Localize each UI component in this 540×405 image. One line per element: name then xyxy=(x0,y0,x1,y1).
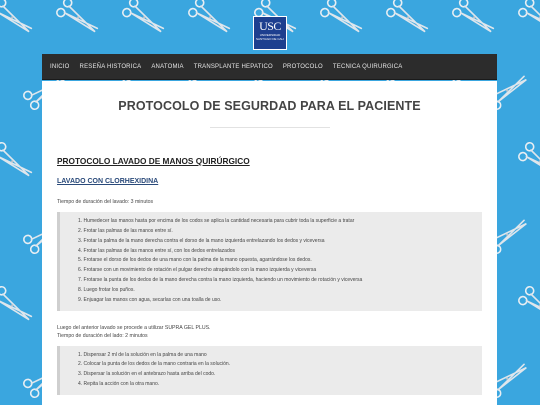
nav-item-resena-historica[interactable]: RESEÑA HISTORICA xyxy=(79,63,142,70)
page-title: PROTOCOLO DE SEGURDAD PARA EL PACIENTE xyxy=(118,99,421,113)
header xyxy=(0,0,540,54)
nav-item-inicio[interactable]: INICIO xyxy=(50,63,70,70)
list-item: 1. Humedecer las manos hasta por encima de los codos se aplica la cantidad necesaria para cubrir toda la superficie a tratar xyxy=(78,218,355,224)
after-text xyxy=(57,324,482,340)
nav-item-tecnica-quirurgica[interactable]: TECNICA QUIRURGICA xyxy=(332,63,403,70)
list-item: 6. Frotarse con un movimiento de rotación el pulgar derecho atrapándolo con la mano izquierda y viceversa xyxy=(78,267,317,274)
after-text-line-1: Luego del anterior lavado se procede a utilizar SUPRA GEL PLUS. xyxy=(57,324,211,331)
duration-text: Tiempo de duración del lavado: 3 minutos xyxy=(57,199,154,205)
list-item: 4. Frotar las palmas de las manos entre sí, con los dedos entrelazados xyxy=(78,247,236,254)
list-item: 3. Frotar la palma de la mano derecha contra el dorso de la mano izquierda entrelazando los dedos y viceversa xyxy=(78,237,325,244)
surgical-scissors-icon xyxy=(515,139,540,185)
university-logo[interactable] xyxy=(253,16,287,50)
list-item: 7. Frotarse la punta de los dedos de la mano derecha contra la mano izquierda, haciendo un movimiento de rotación y viceversa xyxy=(78,277,363,284)
main-nav xyxy=(42,54,497,80)
logo-text: USC xyxy=(259,19,281,33)
list-item: 5. Frotarse el dorso de los dedos de una mano con la palma de la mano opuesta, agarrándose los dedos. xyxy=(78,257,312,264)
list-item: 2. Frotar las palmas de las manos entre sí. xyxy=(78,227,173,234)
nav-item-protocolo[interactable]: PROTOCOLO xyxy=(282,63,323,70)
list-item: 3. Dispersar la solución en el antebrazo hasta arriba del codo. xyxy=(78,371,216,378)
content-panel xyxy=(42,81,497,405)
list-item: 1. Dispensar 2 ml de la solución en la palma de una mano xyxy=(78,351,207,358)
surgical-scissors-icon xyxy=(515,283,540,329)
list-item: 8. Luego frotar los puños. xyxy=(78,286,135,293)
title-divider xyxy=(210,127,330,128)
steps-list-2 xyxy=(57,346,482,395)
nav-item-anatomia[interactable]: ANATOMIA xyxy=(151,63,184,70)
steps-list xyxy=(57,212,482,311)
surgical-scissors-icon xyxy=(0,139,39,185)
section-title: PROTOCOLO LAVADO DE MANOS QUIRÚRGICO xyxy=(57,156,250,166)
nav-item-transplante-hepatico[interactable]: TRANSPLANTE HEPATICO xyxy=(193,63,273,70)
list-item: 2. Colocar la punta de los dedos de la mano contraria en la solución. xyxy=(78,361,231,368)
list-item: 4. Repita la acción con la otra mano. xyxy=(78,381,160,388)
after-text-line-2: Tiempo de duración del lado: 2 minutos xyxy=(57,332,148,339)
list-item: 9. Enjuagar las manos con agua, secarlas con una toalla de uso. xyxy=(78,296,222,303)
subsection-title: LAVADO CON CLORHEXIDINA xyxy=(57,178,159,185)
logo-subtext: UNIVERSIDAD SANTIAGO DE CALI xyxy=(255,33,284,41)
surgical-scissors-icon xyxy=(0,283,39,329)
